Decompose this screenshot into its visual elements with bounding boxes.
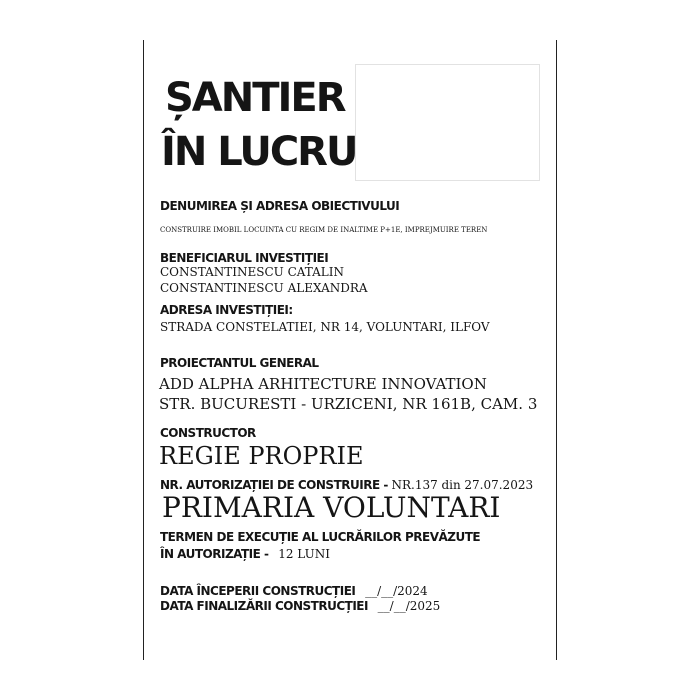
right-border-line	[556, 40, 557, 660]
beneficiar-name1: CONSTANTINESCU CATALIN	[160, 265, 345, 279]
autorizatie-label: NR. AUTORIZAȚIEI DE CONSTRUIRE -	[160, 478, 388, 492]
beneficiar-label: BENEFICIARUL INVESTIȚIEI	[160, 251, 329, 265]
obiectiv-value: CONSTRUIRE IMOBIL LOCUINTA CU REGIM DE INALTIME P+1E, IMPREJMUIRE TEREN	[160, 226, 488, 234]
construction-sign	[143, 40, 557, 660]
autorizatie-number: 137	[414, 478, 438, 492]
obiectiv-label: DENUMIREA ȘI ADRESA OBIECTIVULUI	[160, 199, 400, 213]
data-finalizare-value: __/__/2025	[377, 599, 441, 613]
sign-title-line2: ÎN LUCRU	[161, 129, 357, 175]
termen-label-line2: ÎN AUTORIZAȚIE -	[160, 547, 269, 561]
beneficiar-name2: CONSTANTINESCU ALEXANDRA	[160, 281, 368, 295]
proiectant-label: PROIECTANTUL GENERAL	[160, 356, 319, 370]
adresa-label: ADRESA INVESTIȚIEI:	[160, 303, 293, 317]
termen-label-line1: TERMEN DE EXECUȚIE AL LUCRĂRILOR PREVĂZUTE	[160, 530, 481, 544]
proiectant-line1: ADD ALPHA ARHITECTURE INNOVATION	[159, 375, 487, 393]
autorizatie-row	[160, 479, 533, 491]
sign-title-line1: ȘANTIER	[165, 75, 345, 121]
autorizatie-din: din	[441, 478, 461, 492]
termen-value: 12 LUNI	[278, 547, 330, 561]
data-incepere-label: DATA ÎNCEPERII CONSTRUCȚIEI	[160, 584, 356, 598]
autorizatie-nr-prefix: NR.	[391, 478, 415, 492]
constructor-value: REGIE PROPRIE	[159, 442, 364, 470]
proiectant-line2: STR. BUCURESTI - URZICENI, NR 161B, CAM. 3	[159, 395, 538, 413]
left-border-line	[143, 40, 144, 660]
autorizatie-issuer: PRIMARIA VOLUNTARI	[162, 491, 501, 524]
data-incepere-value: __/__/2024	[365, 584, 428, 598]
adresa-value: STRADA CONSTELATIEI, NR 14, VOLUNTARI, ILFOV	[160, 320, 490, 334]
data-finalizare-row	[160, 600, 440, 612]
data-finalizare-label: DATA FINALIZĂRII CONSTRUCȚIEI	[160, 599, 368, 613]
image-placeholder	[355, 64, 540, 181]
autorizatie-date: 27.07.2023	[464, 478, 534, 492]
data-incepere-row	[160, 585, 428, 597]
termen-row	[160, 548, 330, 560]
constructor-label: CONSTRUCTOR	[160, 426, 256, 440]
